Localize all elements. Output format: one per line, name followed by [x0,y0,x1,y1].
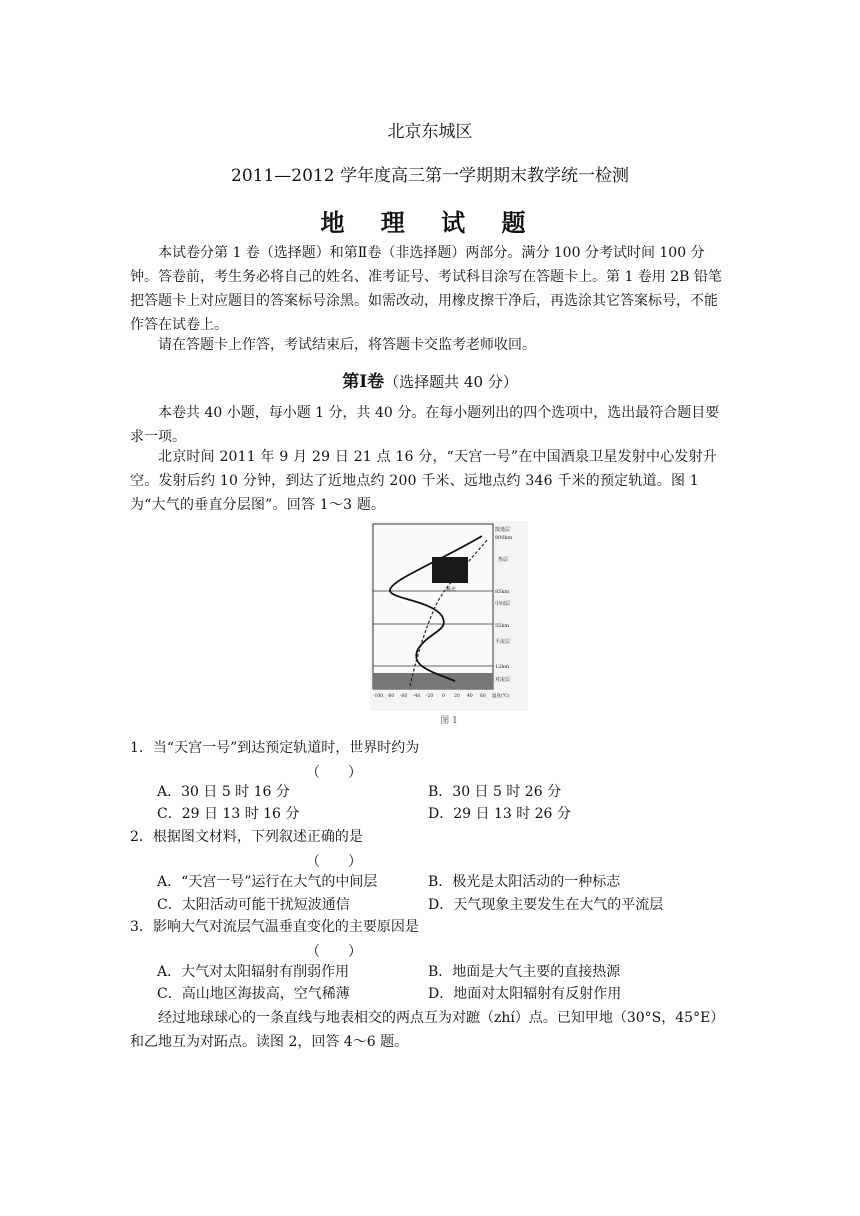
atmosphere-layer-figure [370,521,528,723]
question-3-option-d: D．地面对太阳辐射有反射作用 [428,986,622,1002]
tick-label: -20 [426,694,434,699]
section-label: 第Ⅰ卷 [342,372,385,392]
height-85: 85km [495,589,510,595]
atmosphere-chart [370,521,528,711]
layer-thermosphere: 热层 [498,557,509,563]
tick-label: 40 [467,694,473,699]
question-1-stem: 1．当“天宫一号”到达预定轨道时，世界时约为 [130,740,420,756]
intro-paragraph-1: 本试卷分第 1 卷（选择题）和第Ⅱ卷（非选择题）两部分。满分 100 分考试时间 100 分钟。答卷前，考生务必将自己的姓名、准考证号、考试科目涂写在答题卡上。第 1 卷用 2B 铅笔把答题卡上对应题目的答案标号涂黑。如需改动，用橡皮擦干净后，再选涂其它答案标号，不能作答在试卷上。 [130,245,722,333]
height-800: 800km [495,535,513,541]
tick-label: -60 [400,694,408,699]
question-2-option-a: A．“天宫一号”运行在大气的中间层 [157,874,378,890]
question-3-option-a: A．大气对太阳辐射有削弱作用 [157,964,350,980]
question-1-option-a: A．30 日 5 时 16 分 [157,784,290,800]
question-1-option-d: D．29 日 13 时 26 分 [428,806,571,822]
question-3-option-c: C．高山地区海拔高，空气稀薄 [157,986,350,1002]
aurora-label: 极光 [446,587,457,593]
material-paragraph: 北京时间 2011 年 9 月 29 日 21 点 16 分，“天宫一号”在中国酒泉卫星发射中心发射升空。发射后约 10 分钟，到达了近地点约 200 千米、远地点约 346 千米的预定轨道。图 1 为“大气的垂直分层图”。回答 1～3 题。 [130,449,717,513]
question-2-option-c: C．太阳活动可能干扰短波通信 [157,897,350,913]
question-1-answer-blank: （ ） [306,765,362,781]
question-3-stem: 3．影响大气对流层气温垂直变化的主要原因是 [130,919,419,935]
exam-subtitle: 2011—2012 学年度高三第一学期期末教学统一检测 [231,166,629,186]
layer-stratosphere: 平流层 [495,639,511,645]
tick-label: 20 [454,694,460,699]
question-2-stem: 2．根据图文材料，下列叙述正确的是 [130,829,363,845]
section-heading [0,367,860,392]
figure-caption: 图 1 [440,716,458,726]
question-2-option-d: D．天气现象主要发生在大气的平流层 [428,897,664,913]
section-description: 本卷共 40 小题，每小题 1 分，共 40 分。在每小题列出的四个选项中，选出最符合题目要求一项。 [130,405,720,445]
question-1-option-c: C．29 日 13 时 16 分 [157,806,300,822]
question-1-option-b: B．30 日 5 时 26 分 [428,784,562,800]
layer-mesosphere: 中间层 [495,601,511,607]
exam-title: 地 理 试 题 [320,208,540,237]
layer-exosphere: 散逸层 [495,527,511,533]
tick-label: 60 [480,694,486,699]
question-3-option-b: B．地面是大气主要的直接热源 [428,964,621,980]
section-note: （选择题共 40 分） [384,373,518,391]
tick-label: -80 [387,694,395,699]
question-2-answer-blank: （ ） [306,854,362,870]
aurora-image [432,557,468,583]
layer-troposphere: 对流层 [495,677,511,683]
question-2-option-b: B．极光是太阳活动的一种标志 [428,874,621,890]
ground-area [373,673,493,689]
tick-label: 0 [442,694,445,699]
height-12: 12km [495,664,510,670]
tick-label: -40 [413,694,421,699]
intro-paragraph-2: 请在答题卡上作答，考试结束后，将答题卡交监考老师收回。 [158,337,536,353]
height-55: 55km [495,623,510,629]
antipode-material: 经过地球球心的一条直线与地表相交的两点互为对蹠（zhí）点。已知甲地（30°S，45°E）和乙地互为对跖点。读图 2，回答 4～6 题。 [130,1010,725,1050]
district-title: 北京东城区 [387,122,473,142]
tick-label: -100 [373,694,384,699]
axis-unit: 温度(℃) [492,694,510,699]
question-3-answer-blank: （ ） [306,944,362,960]
